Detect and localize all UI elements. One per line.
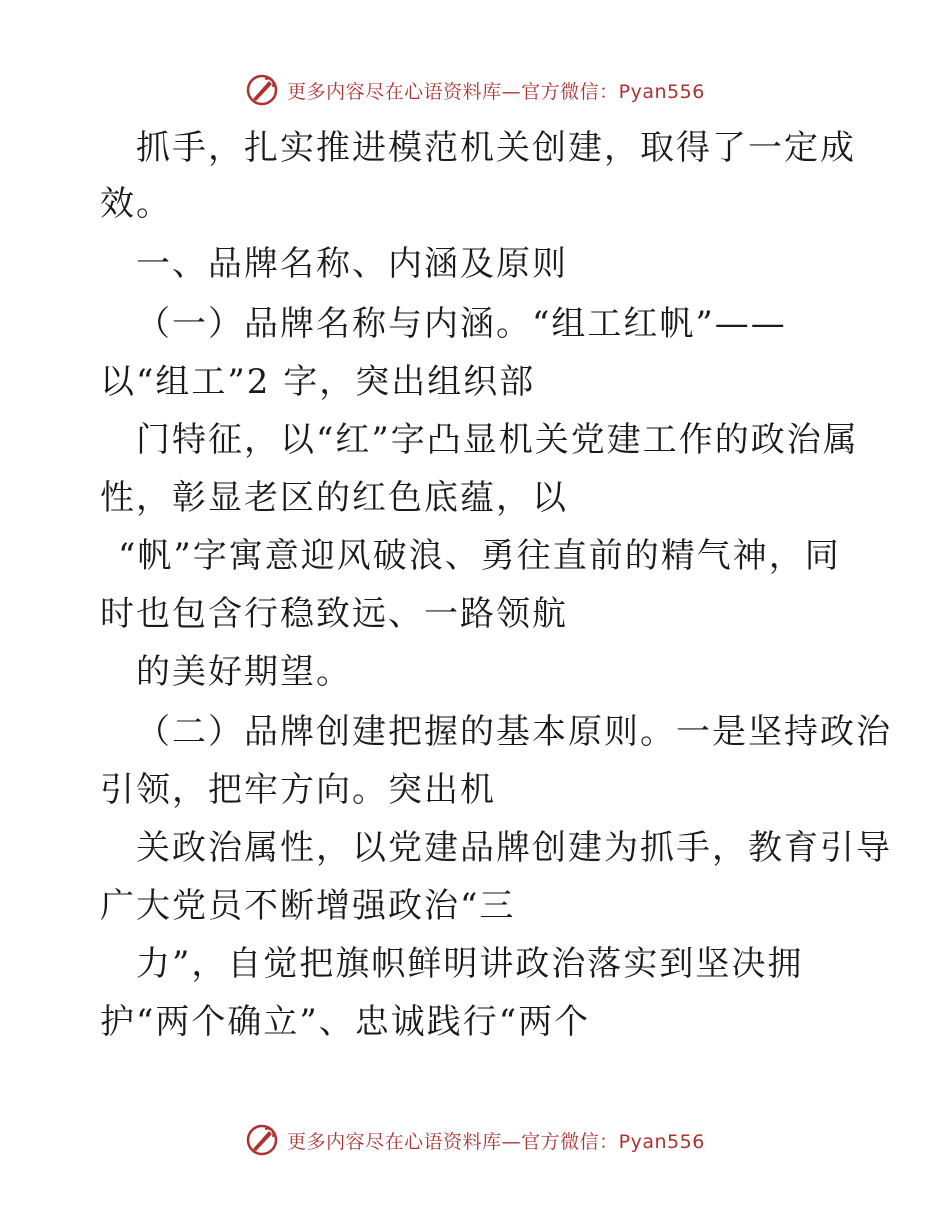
paragraph-line: “帆”字寓意迎风破浪、勇往直前的精气神，同 [118,536,841,576]
quill-logo-icon [245,73,279,107]
paragraph-line: 力”，自觉把旗帜鲜明讲政治落实到坚决拥 [136,944,804,984]
paragraph-line: 广大党员不断增强政治“三 [100,886,516,926]
quill-logo-icon [245,1123,279,1157]
paragraph-line: 抓手，扎实推进模范机关创建，取得了一定成 [136,128,856,168]
watermark-text: 更多内容尽在心语资料库—官方微信：Pyan556 [287,1130,705,1153]
paragraph-line: 护“两个确立”、忠诚践行“两个 [100,1002,591,1042]
paragraph-line: 引领，把牢方向。突出机 [100,770,496,810]
paragraph-line: 性，彰显老区的红色底蕴，以 [100,478,568,518]
watermark-text: 更多内容尽在心语资料库—官方微信：Pyan556 [287,80,705,103]
paragraph-line: 门特征，以“红”字凸显机关党建工作的政治属 [136,420,859,460]
section-heading: 一、品牌名称、内涵及原则 [136,244,568,284]
paragraph-line: 以“组工”2 字，突出组织部 [100,362,536,402]
paragraph-line: 效。 [100,184,172,224]
paragraph-line: 的美好期望。 [136,652,352,692]
watermark-footer [0,1120,950,1160]
paragraph-line: （二）品牌创建把握的基本原则。一是坚持政治 [136,712,892,752]
paragraph-line: 时也包含行稳致远、一路领航 [100,594,568,634]
paragraph-line: 关政治属性，以党建品牌创建为抓手，教育引导 [136,828,892,868]
watermark-header [0,70,950,110]
paragraph-line: （一）品牌名称与内涵。“组工红帆”—— [136,304,787,344]
